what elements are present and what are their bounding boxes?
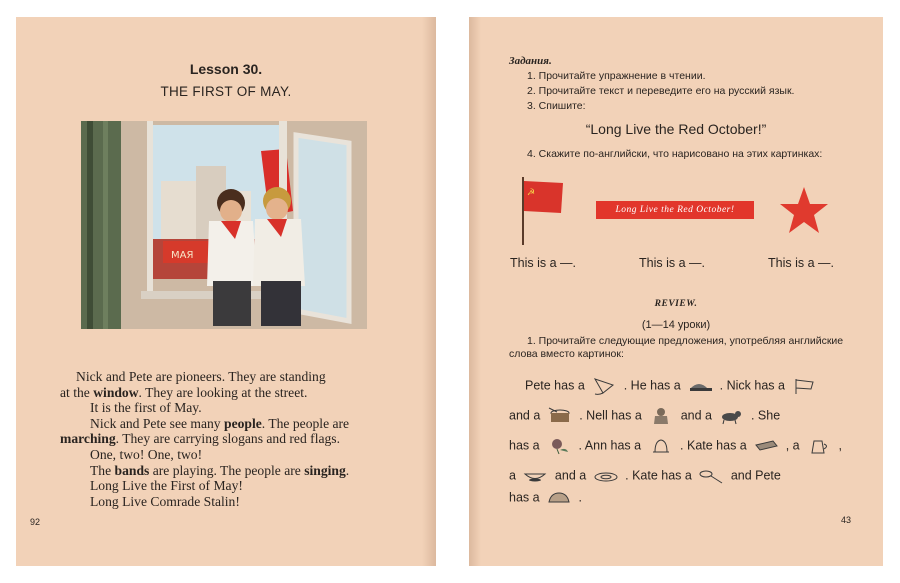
rebus-text: Pete has a xyxy=(525,378,589,393)
rebus-text: and a xyxy=(551,468,590,483)
task-2: 2. Прочитайте текст и переведите его на русский язык. xyxy=(527,85,795,97)
review-lessons: (1—14 уроки) xyxy=(641,319,711,331)
bold-word: window xyxy=(93,384,139,400)
spoon-icon xyxy=(698,467,724,485)
doll-icon xyxy=(648,407,674,425)
dog-icon xyxy=(718,407,744,425)
rebus-text: , xyxy=(835,438,843,453)
plate-icon xyxy=(593,467,619,485)
rebus-text: and a xyxy=(677,408,716,423)
gutter-shadow xyxy=(422,17,436,566)
street-banner-text: МАЯ xyxy=(171,250,194,261)
gutter-shadow xyxy=(469,17,481,566)
jug-icon xyxy=(806,437,832,455)
story-segment: . xyxy=(345,462,350,478)
flag-picture xyxy=(517,177,567,247)
rebus-text: a xyxy=(509,468,520,483)
lesson-subtitle: THE FIRST OF MAY. xyxy=(160,84,292,99)
rebus-text: and a xyxy=(509,408,544,423)
tasks-heading: Задания. xyxy=(509,55,552,67)
story-segment: Long Live the First of May! xyxy=(90,478,243,494)
story-line xyxy=(60,431,404,447)
review-instruction-line-1: 1. Прочитайте следующие предложения, употребляя английские xyxy=(527,335,844,347)
this-is-3: This is a —. xyxy=(768,256,834,270)
story-text xyxy=(60,369,404,509)
story-segment: . The people are xyxy=(261,415,350,431)
bell-icon xyxy=(648,437,674,455)
rebus-text: . Nick has a xyxy=(716,378,789,393)
drum-icon xyxy=(547,407,573,425)
rebus-text: . Kate has a xyxy=(621,468,696,483)
story-segment: The xyxy=(90,462,115,478)
story-segment: Nick and Pete are pioneers. They are standing xyxy=(76,369,326,384)
rebus-text: . He has a xyxy=(620,378,685,393)
window-illustration xyxy=(81,121,367,329)
rebus-line xyxy=(509,467,781,485)
story-line xyxy=(74,494,404,510)
page-number-right: 43 xyxy=(841,515,852,525)
story-segment: It is the first of May. xyxy=(90,400,202,416)
svg-text:☭: ☭ xyxy=(527,188,536,198)
review-title: REVIEW. xyxy=(654,299,698,309)
story-line xyxy=(74,447,404,463)
bold-word: people xyxy=(224,415,262,431)
rose-icon xyxy=(546,437,572,455)
story-line xyxy=(74,478,404,494)
rebus-text: . Kate has a xyxy=(676,438,751,453)
rebus-line xyxy=(509,437,842,455)
story-line xyxy=(74,369,404,385)
task-4: 4. Скажите по-английски, что нарисовано на этих картинках: xyxy=(527,148,823,160)
flag-icon xyxy=(791,377,817,395)
story-segment: Long Live Comrade Stalin! xyxy=(90,493,240,509)
rebus-text: . Nell has a xyxy=(575,408,646,423)
slogan-banner-picture: Long Live the Red October! xyxy=(596,201,754,219)
review-instruction-line-2: слова вместо картинок: xyxy=(509,348,624,360)
bold-word: singing xyxy=(304,462,346,478)
story-segment: Nick and Pete see many xyxy=(90,415,225,431)
review-instruction xyxy=(509,335,859,361)
story-line xyxy=(74,416,404,432)
story-segment: . They are looking at the street. xyxy=(138,384,308,400)
rebus-text: . Ann has a xyxy=(575,438,645,453)
story-segment: . They are carrying slogans and red flags. xyxy=(115,431,340,447)
this-is-1: This is a —. xyxy=(510,256,576,270)
rebus-text: . She xyxy=(747,408,781,423)
story-segment: at the xyxy=(60,384,94,400)
bold-word: bands xyxy=(114,462,150,478)
book-icon xyxy=(753,437,779,455)
rebus-text: . xyxy=(575,490,583,505)
rebus-line xyxy=(509,489,582,507)
rebus-line xyxy=(509,407,780,425)
left-page xyxy=(16,17,436,566)
this-is-2: This is a —. xyxy=(639,256,705,270)
cup-icon xyxy=(522,467,548,485)
rebus-text: , a xyxy=(782,438,804,453)
lesson-title: Lesson 30. xyxy=(189,61,263,77)
story-segment: are playing. The people are xyxy=(149,462,305,478)
task-1: 1. Прочитайте упражнение в чтении. xyxy=(527,70,706,82)
star-picture xyxy=(779,185,829,235)
right-page xyxy=(469,17,883,566)
story-line xyxy=(74,400,404,416)
cap-icon xyxy=(687,377,713,395)
slogan: “Long Live the Red October!” xyxy=(585,121,767,137)
story-segment: One, two! One, two! xyxy=(90,446,203,462)
rebus-text: has a xyxy=(509,438,544,453)
bread-icon xyxy=(546,489,572,507)
rebus-line xyxy=(525,377,820,395)
bold-word: marching xyxy=(60,431,116,447)
rebus-text: has a xyxy=(509,490,544,505)
rebus-text: and Pete xyxy=(727,468,781,483)
story-line xyxy=(60,385,404,401)
kite-icon xyxy=(591,377,617,395)
task-3: 3. Спишите: xyxy=(527,100,586,112)
story-line xyxy=(74,463,404,479)
page-number-left: 92 xyxy=(30,517,41,527)
